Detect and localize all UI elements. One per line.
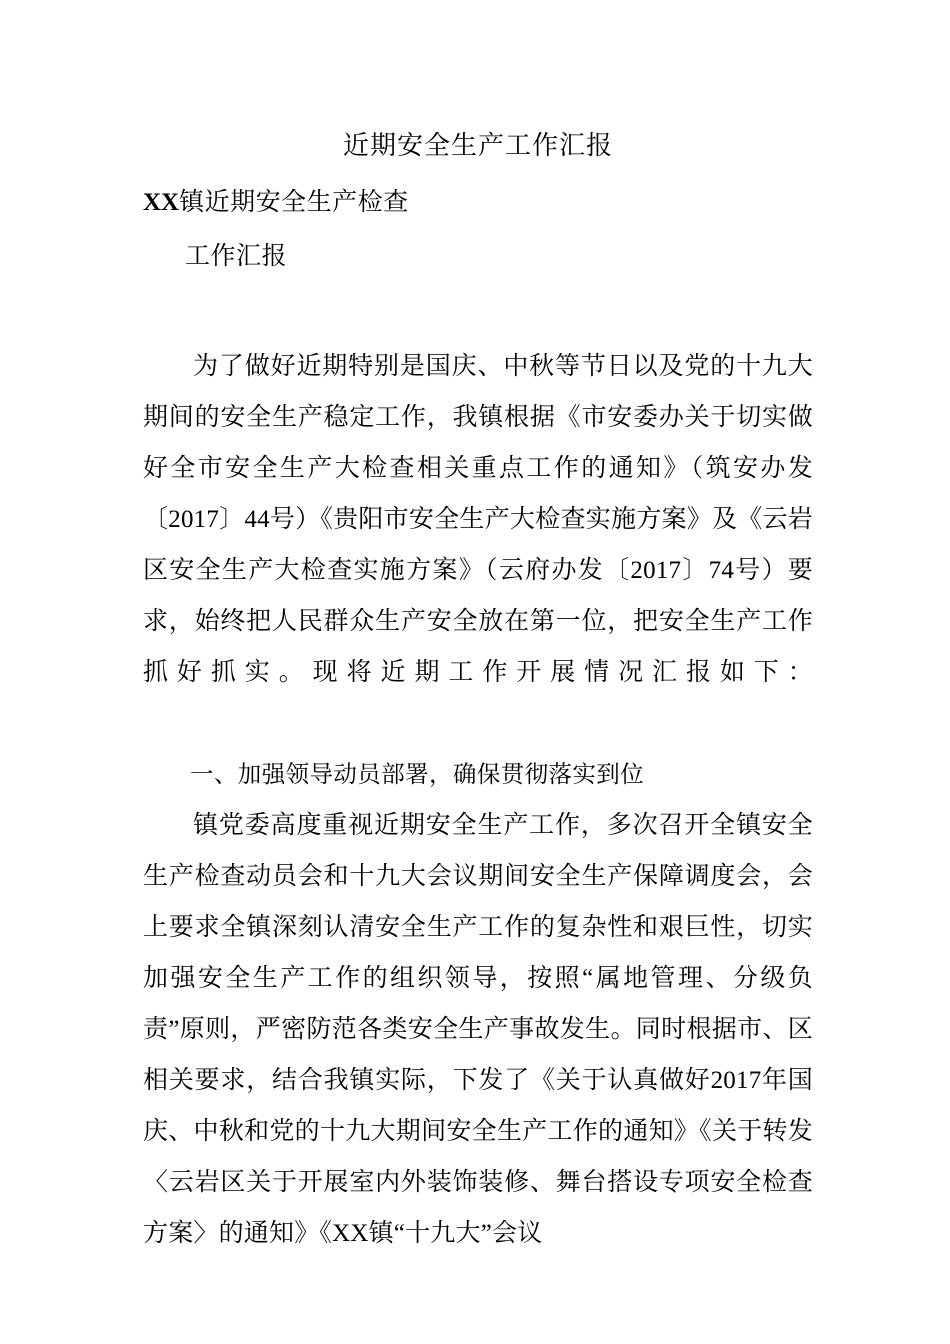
subtitle-line-report: 工作汇报 xyxy=(185,243,288,270)
subtitle-line-organization-text: 镇近期安全生产检查 xyxy=(179,189,409,216)
document-body xyxy=(143,341,813,1259)
paragraph-intro: 为了做好近期特别是国庆、中秋等节日以及党的十九大期间的安全生产稳定工作，我镇根据《市安委办关于切实做好全市安全生产大检查相关重点工作的通知》（筑安办发〔2017〕44号）《贵阳市安全生产大检查实施方案》及《云岩区安全生产大检查实施方案》（云府办发〔2017〕74号）要求，始终把人民群众生产安全放在第一位，把安全生产工作抓好抓实。现将近期工作开展情况汇报如下： xyxy=(143,353,813,686)
paragraph-section-1-body: 镇党委高度重视近期安全生产工作，多次召开全镇安全生产检查动员会和十九大会议期间安全生产保障调度会，会上要求全镇深刻认清安全生产工作的复杂性和艰巨性，切实加强安全生产工作的组织领导，按照“属地管理、分级负责”原则，严密防范各类安全生产事故发生。同时根据市、区相关要求，结合我镇实际，下发了《关于认真做好2017年国庆、中秋和党的十九大期间安全生产工作的通知》《关于转发〈云岩区关于开展室内外装饰装修、舞台搭设专项安全检查方案〉的通知》《XX镇“十九大”会议 xyxy=(143,812,813,1247)
section-heading-1: 一、加强领导动员部署，确保贯彻落实到位 xyxy=(190,760,645,788)
organization-placeholder: XX xyxy=(143,189,180,216)
page-title: 近期安全生产工作汇报 xyxy=(342,131,613,160)
subtitle-line-organization xyxy=(143,179,813,227)
document-content xyxy=(143,0,813,1259)
